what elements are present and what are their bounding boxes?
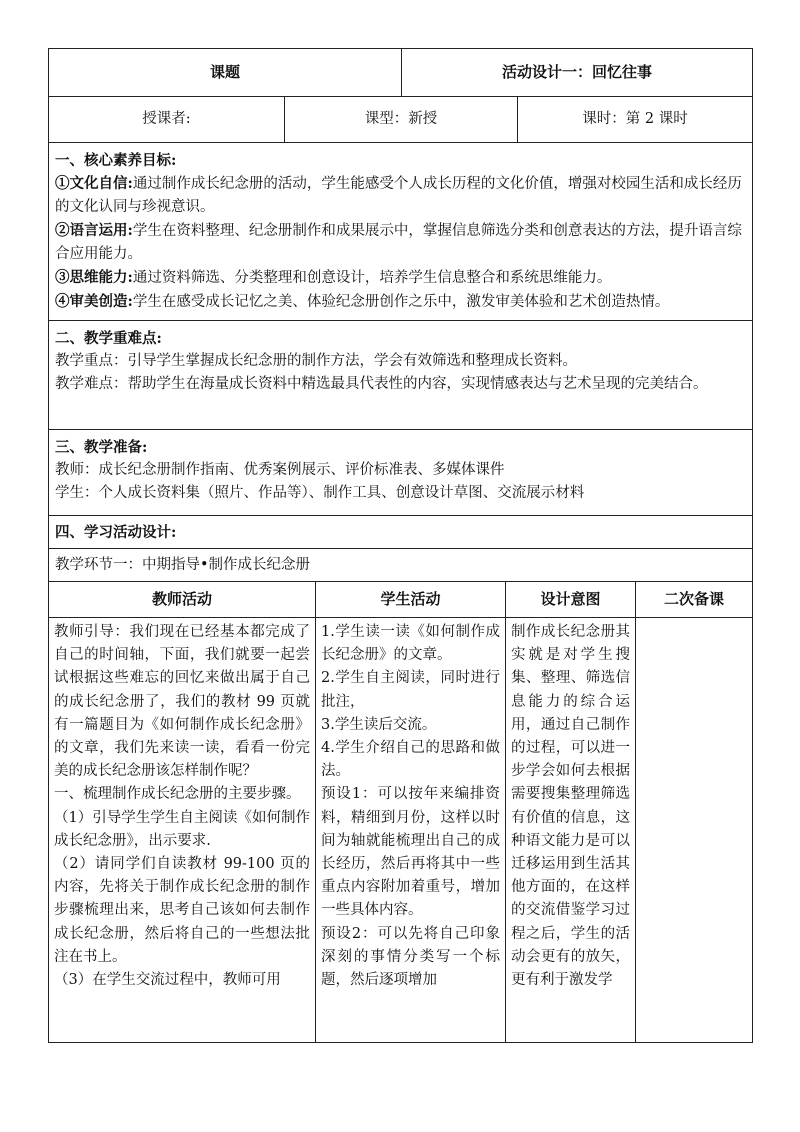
goal-item: ④审美创造:学生在感受成长记忆之美、体验纪念册创作之乐中，激发审美体验和艺术创造热情。 [55,293,670,310]
key-points-section [49,321,753,430]
key-points-title: 二、教学重难点: [55,330,162,347]
activity-heading-row [49,516,753,549]
activity-header-row [49,582,753,618]
activity-title: 四、学习活动设计: [49,516,753,549]
goal-item: ②语言运用:学生在资料整理、纪念册制作和成果展示中，掌握信息筛选分类和创意表达的方法，提升语言综合应用能力。 [55,222,742,262]
student-activity-cell: 1.学生读一读《如何制作成长纪念册》的文章。 2.学生自主阅读，同时进行批注， 3.学生读后交流。 4.学生介绍自己的思路和做法。 预设1：可以按年来编排资料，精细到月份，这样以时间为轴就能梳理出自己的成长经历，然后再将其中一些重点内容附加着重号，增加一些具体内容。 预设2：可以先将自己印象深刻的事情分类写一个标题，然后逐项增加 [316,618,506,1043]
preparation-title: 三、教学准备: [55,439,148,456]
activity-content-row [49,618,753,1043]
goals-section [49,143,753,321]
title-row [49,49,753,97]
teacher-prep: 教师：成长纪念册制作指南、优秀案例展示、评价标准表、多媒体课件 [55,462,505,478]
teacher-activity-cell: 教师引导：我们现在已经基本都完成了自己的时间轴，下面，我们就要一起尝试根据这些难忘的回忆来做出属于自己的成长纪念册了，我们的教材 99 页就有一篇题目为《如何制作成长纪念册》的文章，我们先来读一读，看看一份完美的成长纪念册该怎样制作呢？ 一、梳理制作成长纪念册的主要步骤。 （1）引导学生学生自主阅读《如何制作成长纪念册》，出示要求. （2）请同学们自读教材 99-100 页的内容，先将关于制作成长纪念册的制作步骤梳理出来，思考自己该如何去制作成长纪念册，然后将自己的一些想法批注在书上。 （3）在学生交流过程中，教师可用 [49,618,316,1043]
meta-row [49,97,753,143]
lesson-plan-page [48,48,752,1043]
col-second-prep: 二次备课 [636,582,753,618]
lesson-type-field: 课型：新授 [285,97,518,143]
col-student-activity: 学生活动 [316,582,506,618]
preparation-section [49,430,753,516]
goal-item: ①文化自信:通过制作成长纪念册的活动，学生能感受个人成长历程的文化价值，增强对校园生活和成长经历的文化认同与珍视意识。 [55,175,742,215]
link-row [49,549,753,582]
student-prep: 学生：个人成长资料集（照片、作品等）、制作工具、创意设计草图、交流展示材料 [55,485,585,501]
topic-label: 课题 [49,49,402,97]
activity-link: 教学环节一：中期指导•制作成长纪念册 [49,549,753,582]
lesson-plan-table [48,48,753,582]
activity-table [48,581,753,1043]
goal-item: ③思维能力:通过资料筛选、分类整理和创意设计，培养学生信息整合和系统思维能力。 [55,269,612,286]
second-prep-cell [636,618,753,1043]
difficulty-text: 教学难点：帮助学生在海量成长资料中精选最具代表性的内容，实现情感表达与艺术呈现的完美结合。 [55,376,708,392]
period-field: 课时：第 2 课时 [518,97,753,143]
focus-text: 教学重点：引导学生掌握成长纪念册的制作方法，学会有效筛选和整理成长资料。 [55,353,577,369]
col-design-intent: 设计意图 [506,582,636,618]
design-intent-cell: 制作成长纪念册其实就是对学生搜集、整理、筛选信息能力的综合运用，通过自己制作的过程，可以进一步学会如何去根据需要搜集整理筛选有价值的信息，这种语文能力是可以迁移运用到生活其他方面的，在这样的交流借鉴学习过程之后，学生的活动会更有的放矢，更有利于激发学 [506,618,636,1043]
topic-value: 活动设计一：回忆往事 [402,49,753,97]
col-teacher-activity: 教师活动 [49,582,316,618]
teacher-field: 授课者: [49,97,285,143]
goals-title: 一、核心素养目标: [55,152,177,169]
